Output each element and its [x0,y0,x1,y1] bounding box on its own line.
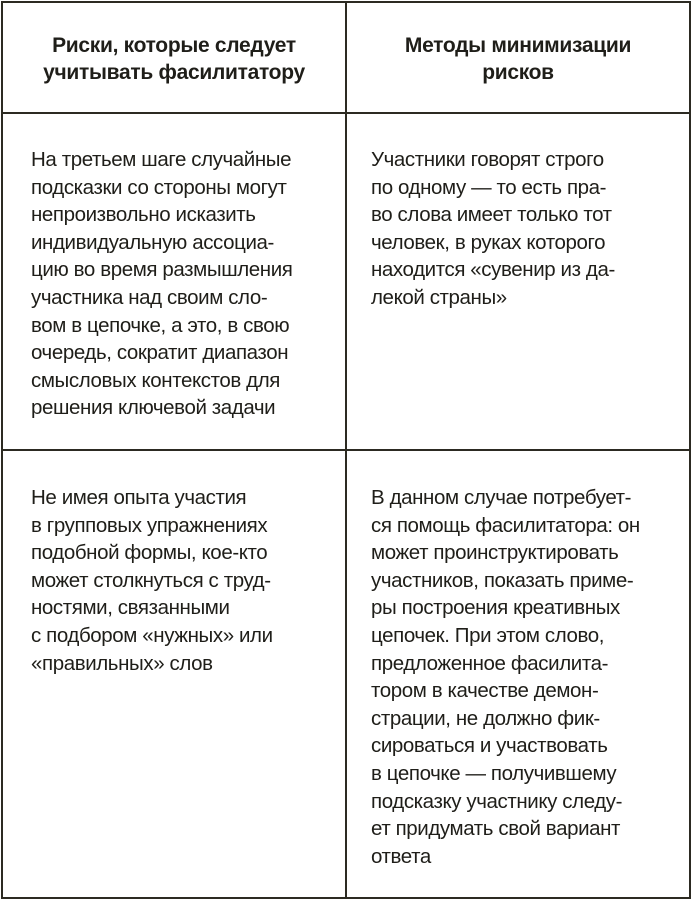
text-line: цепочек. При этом слово, [371,623,605,647]
text-line: предложенное фасилита- [371,651,608,675]
header-line: рисков [482,60,554,84]
cell-text [371,146,615,312]
text-line: ответа [371,844,431,868]
table-cell-method-1 [347,114,689,451]
text-line: смысловых контекстов для [31,368,280,392]
text-line: лекой страны» [371,285,507,309]
text-line: ностями, связанными [31,596,230,620]
text-line: подсказки со стороны могут [31,175,287,199]
header-line: Методы минимизации [404,33,632,57]
text-line: сироваться и участвовать [371,734,608,758]
text-line: может столкнуться с труд- [31,568,271,592]
text-line: ет придумать свой вариант [371,817,621,841]
header-line: Риски, которые следует [52,33,296,57]
text-line: по одному — то есть пра- [371,175,607,199]
text-line: тором в качестве демон- [371,679,599,703]
header-methods-text [405,30,631,86]
text-line: участников, показать приме- [371,568,634,592]
text-line: вом в цепочке, а это, в свою [31,313,290,337]
table-cell-risk-1 [3,114,347,451]
cell-text [31,484,273,677]
text-line: подсказку участнику следу- [371,789,623,813]
text-line: решения ключевой задачи [31,396,276,420]
text-line: в цепочке — получившему [371,761,617,785]
text-line: ры построения креативных [371,596,620,620]
header-methods [347,3,689,114]
text-line: человек, в руках которого [371,230,606,254]
text-line: участника над своим сло- [31,285,268,309]
text-line: индивидуальную ассоциа- [31,230,274,254]
text-line: может проинструктировать [371,541,619,565]
text-line: очередь, сократит диапазон [31,341,289,365]
text-line: с подбором «нужных» или [31,623,273,647]
cell-text [31,146,293,422]
text-line: В данном случае потребует- [371,486,632,509]
header-risks [3,3,347,114]
cell-text [371,484,640,870]
table-cell-risk-2 [3,451,347,897]
text-line: находится «сувенир из да- [371,258,615,282]
text-line: На третьем шаге случайные [31,148,292,171]
header-risks-text [43,30,305,86]
text-line: во слова имеет только тот [371,203,612,227]
text-line: в групповых упражнениях [31,513,268,537]
text-line: «правильных» слов [31,651,213,675]
text-line: непроизвольно исказить [31,203,256,227]
table-cell-method-2 [347,451,689,897]
text-line: страции, не должно фик- [371,706,600,730]
text-line: цию во время размышления [31,258,293,282]
risk-table [1,1,691,899]
text-line: Участники говорят строго [371,148,604,171]
header-line: учитывать фасилитатору [43,60,305,84]
text-line: ся помощь фасилитатора: он [371,513,640,537]
text-line: Не имея опыта участия [31,486,247,509]
text-line: подобной формы, кое-кто [31,541,268,565]
